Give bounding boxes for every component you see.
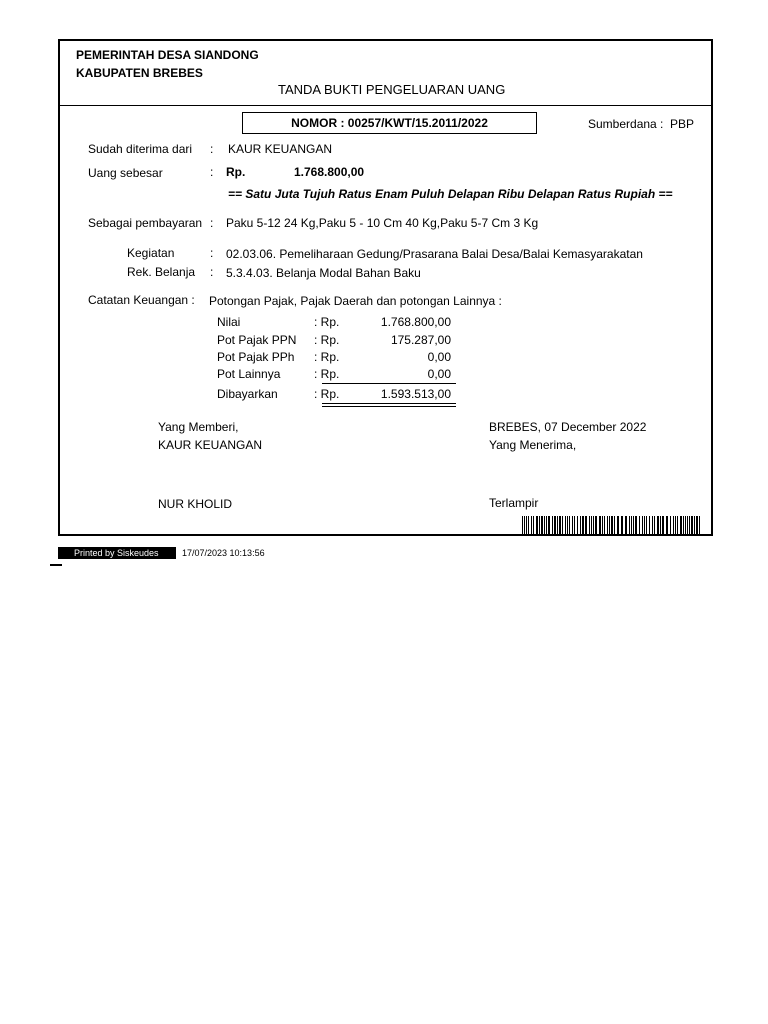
barcode-bar (617, 516, 619, 534)
total-paid-value: 1.593.513,00 (380, 387, 451, 401)
barcode-bar (642, 516, 643, 534)
expense-account-label: Rek. Belanja (127, 265, 196, 279)
finance-notes-label: Catatan Keuangan : (88, 293, 195, 307)
barcode-bar (691, 516, 693, 534)
sumberdana-value: PBP (670, 117, 695, 131)
colon: : (210, 246, 214, 260)
payment-for-value: Paku 5-12 24 Kg,Paku 5 - 10 Cm 40 Kg,Paku 5-7 Cm 3 Kg (226, 216, 539, 230)
document-number-box (242, 112, 537, 134)
document-title: TANDA BUKTI PENGELUARAN UANG (278, 82, 506, 97)
deduction-label: Pot Pajak PPh (217, 350, 295, 364)
barcode-bar (574, 516, 575, 534)
barcode-bar (546, 516, 547, 534)
barcode-bar (631, 516, 632, 534)
received-from-label: Sudah diterima dari (88, 142, 193, 156)
barcode-bar (595, 516, 597, 534)
activity-value: 02.03.06. Pemeliharaan Gedung/Prasarana Balai Desa/Balai Kemasyarakatan (226, 247, 643, 261)
total-double-underline (322, 403, 456, 404)
barcode-bar (528, 516, 529, 534)
barcode-bar (685, 516, 686, 534)
colon: : (210, 265, 214, 279)
activity-label: Kegiatan (127, 246, 175, 260)
barcode-bar (694, 516, 695, 534)
barcode-bar (554, 516, 556, 534)
barcode-bar (609, 516, 610, 534)
barcode-bar (689, 516, 690, 534)
deduction-label: Nilai (217, 315, 241, 329)
deduction-value: 0,00 (427, 350, 451, 364)
barcode-bar (652, 516, 653, 534)
giver-role: Yang Memberi, (158, 420, 239, 434)
expense-account-value: 5.3.4.03. Belanja Modal Bahan Baku (226, 266, 421, 280)
place-date: BREBES, 07 December 2022 (489, 420, 647, 434)
barcode-bar (607, 516, 608, 534)
barcode-bar (633, 516, 634, 534)
amount-in-words: == Satu Juta Tujuh Ratus Enam Puluh Delapan Ribu Delapan Ratus Rupiah == (228, 187, 673, 201)
barcode-bar (522, 516, 523, 534)
barcode-bar (602, 516, 603, 534)
barcode-bar (552, 516, 553, 534)
deduction-currency: : Rp. (314, 315, 340, 329)
barcode-bar (639, 516, 640, 534)
deduction-currency: : Rp. (314, 333, 340, 347)
barcode-bar (644, 516, 645, 534)
barcode-bar (660, 516, 661, 534)
printed-by-badge (58, 547, 176, 559)
barcode-bar (593, 516, 594, 534)
barcode-bar (635, 516, 637, 534)
printed-by-text: Printed by Siskeudes (74, 548, 159, 558)
barcode-bar (531, 516, 532, 534)
amount-currency: Rp. (226, 165, 246, 179)
barcode-bar (680, 516, 682, 534)
barcode-bar (533, 516, 534, 534)
barcode-bar (539, 516, 540, 534)
barcode-bar (611, 516, 613, 534)
amount-label: Uang sebesar (88, 166, 163, 180)
deduction-label: Pot Lainnya (217, 367, 281, 381)
barcode-bar (625, 516, 627, 534)
barcode-bar (699, 516, 700, 534)
barcode-bar (662, 516, 664, 534)
barcode-bar (629, 516, 630, 534)
sumberdana-label: Sumberdana : (588, 117, 664, 131)
barcode-bar (687, 516, 688, 534)
received-from-value: KAUR KEUANGAN (228, 142, 333, 156)
receiver-role: Yang Menerima, (489, 438, 577, 452)
giver-title: KAUR KEUANGAN (158, 438, 263, 452)
document-number: NOMOR : 00257/KWT/15.2011/2022 (291, 116, 488, 130)
barcode-bar (536, 516, 538, 534)
subtotal-line (322, 383, 456, 384)
barcode-bar (569, 516, 570, 534)
barcode-bar (557, 516, 558, 534)
barcode-bar (585, 516, 587, 534)
barcode-bar (657, 516, 659, 534)
barcode-bar (580, 516, 581, 534)
header-divider (58, 105, 713, 106)
deduction-value: 1.768.800,00 (380, 315, 451, 329)
barcode-bar (562, 516, 563, 534)
amount-value: 1.768.800,00 (294, 165, 365, 179)
barcode-bar (572, 516, 573, 534)
barcode-bar (670, 516, 671, 534)
finance-notes-intro: Potongan Pajak, Pajak Daerah dan potongan Lainnya : (209, 294, 502, 308)
barcode-bar (582, 516, 584, 534)
org-name: PEMERINTAH DESA SIANDONG (76, 48, 259, 62)
barcode-bar (559, 516, 561, 534)
colon: : (210, 142, 214, 156)
barcode-bar (548, 516, 550, 534)
barcode-bar (541, 516, 543, 534)
barcode-bar (526, 516, 527, 534)
deduction-currency: : Rp. (314, 367, 340, 381)
barcode-bar (567, 516, 568, 534)
deduction-currency: : Rp. (314, 350, 340, 364)
barcode-bar (577, 516, 578, 534)
barcode-bar (654, 516, 655, 534)
barcode-bar (565, 516, 566, 534)
barcode-bar (614, 516, 615, 534)
total-paid-currency: : Rp. (314, 387, 340, 401)
barcode-bar (589, 516, 590, 534)
colon: : (210, 165, 214, 179)
barcode-bar (683, 516, 684, 534)
payment-for-label: Sebagai pembayaran (88, 216, 203, 230)
barcode-bar (673, 516, 674, 534)
barcode-bar (677, 516, 678, 534)
barcode-bar (646, 516, 647, 534)
barcode-bar (621, 516, 623, 534)
barcode-bar (604, 516, 605, 534)
barcode-bar (649, 516, 650, 534)
barcode (522, 516, 700, 534)
total-double-underline (322, 406, 456, 407)
barcode-bar (544, 516, 545, 534)
barcode-bar (666, 516, 668, 534)
barcode-bar (675, 516, 676, 534)
total-paid-label: Dibayarkan (217, 387, 278, 401)
receiver-name: Terlampir (489, 496, 539, 510)
deduction-value: 0,00 (427, 367, 451, 381)
giver-name: NUR KHOLID (158, 497, 233, 511)
deduction-label: Pot Pajak PPN (217, 333, 297, 347)
barcode-bar (599, 516, 601, 534)
print-timestamp: 17/07/2023 10:13:56 (182, 548, 265, 558)
deduction-value: 175.287,00 (390, 333, 451, 347)
colon: : (210, 216, 214, 230)
barcode-bar (524, 516, 525, 534)
barcode-bar (591, 516, 592, 534)
regency-name: KABUPATEN BREBES (76, 66, 203, 80)
page-mark (50, 564, 62, 566)
barcode-bar (696, 516, 698, 534)
